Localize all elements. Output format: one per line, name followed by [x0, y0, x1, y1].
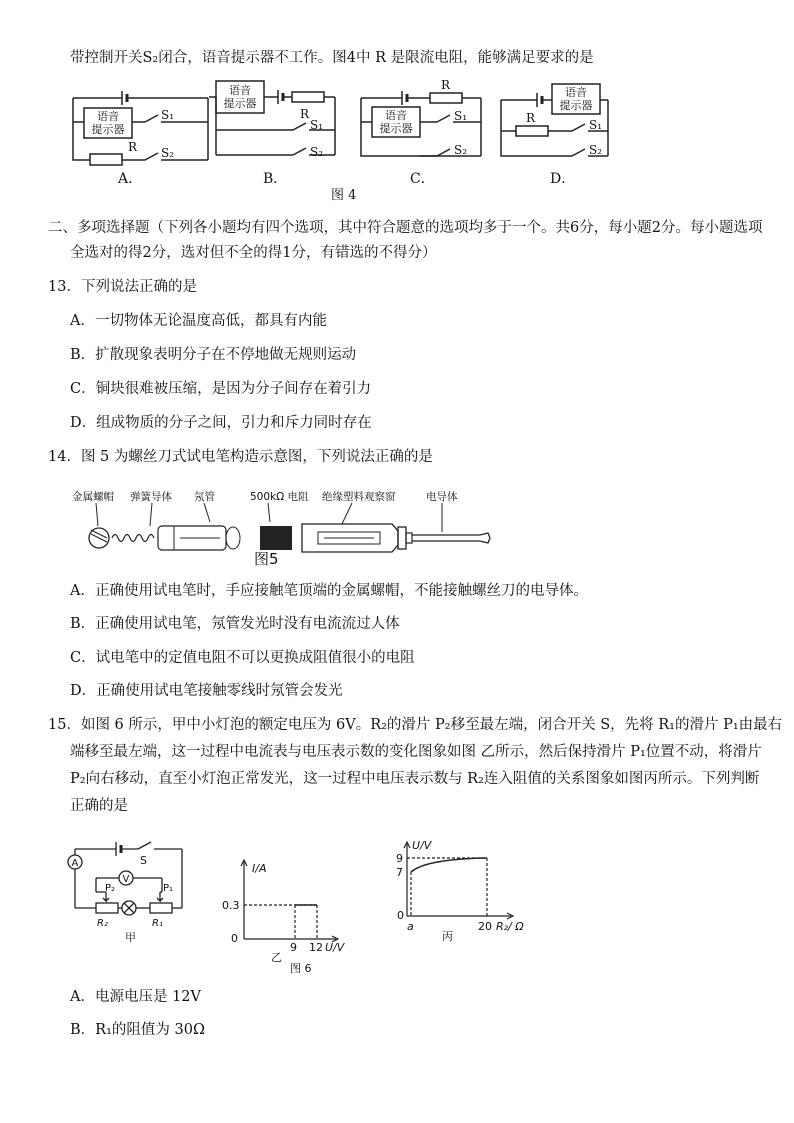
resistor-label-d: R	[526, 111, 536, 125]
fig5-label-metal-cap: 金属螺帽	[72, 491, 114, 503]
question-14-option-b: B．正确使用试电笔，氖管发光时没有电流流过人体	[70, 616, 400, 632]
yi-origin: 0	[231, 932, 238, 945]
s1-label-a: S₁	[161, 108, 175, 122]
yi-xlabel: U/V	[325, 941, 345, 954]
option-label-a: A．	[118, 171, 143, 187]
r1-label: R₁	[152, 918, 163, 929]
fig5-label-window: 绝缘塑料观察窗	[322, 491, 396, 503]
s1-label-b: S₁	[310, 118, 324, 132]
device-label-a-2: 提示器	[91, 123, 125, 136]
question-13-stem: 13．下列说法正确的是	[48, 279, 197, 295]
fig6-bing-label: 丙	[442, 930, 453, 943]
bing-ytick-7: 7	[396, 866, 403, 879]
p2-label: P₂	[105, 883, 116, 894]
figure-5-caption: 图5	[254, 550, 279, 568]
fig6-yi-label: 乙	[271, 951, 282, 964]
device-label-d-1: 语音	[565, 86, 587, 99]
yi-ytick: 0.3	[222, 899, 240, 912]
yi-ylabel: I/A	[252, 862, 267, 875]
resistor-label-c: R	[441, 78, 451, 92]
question-13-option-c: C．铜块很难被压缩，是因为分子间存在着引力	[70, 381, 372, 397]
ammeter-label: A	[71, 858, 79, 869]
bing-ylabel: U/V	[412, 839, 432, 852]
device-label-b-2: 提示器	[223, 97, 257, 110]
question-15-stem-2: 端移至最左端，这一过程中电流表与电压表示数的变化图象如图 乙所示，然后保持滑片 P₁位置不动，将滑片	[70, 744, 762, 760]
question-15-option-a: A．电源电压是 12V	[70, 989, 202, 1005]
question-15-stem-4: 正确的是	[70, 798, 128, 814]
s1-label-d: S₁	[589, 118, 603, 132]
fig6-jia-label: 甲	[125, 931, 136, 944]
figure-6	[66, 832, 546, 980]
figure-4-circuits	[60, 76, 620, 206]
fig5-label-spring: 弹簧导体	[130, 491, 172, 503]
section-2-heading-cont: 全选对的得2分，选对但不全的得1分，有错选的不得分）	[70, 245, 437, 261]
figure-6-caption: 图 6	[290, 962, 312, 975]
bing-ytick-9: 9	[396, 852, 403, 865]
device-label-a-1: 语音	[97, 110, 119, 123]
question-14-stem: 14．图 5 为螺丝刀式试电笔构造示意图，下列说法正确的是	[48, 449, 433, 465]
fig5-label-neon: 氖管	[194, 491, 215, 503]
s2-label-b: S₂	[310, 145, 324, 159]
question-15-option-b: B．R₁的阻值为 30Ω	[70, 1022, 205, 1038]
question-13-option-b: B．扩散现象表明分子在不停地做无规则运动	[70, 347, 357, 363]
option-label-b: B．	[263, 171, 288, 187]
question-13-option-d: D．组成物质的分子之间，引力和斥力同时存在	[70, 415, 372, 431]
fig5-label-conductor: 电导体	[426, 491, 458, 503]
question-14-option-c: C．试电笔中的定值电阻不可以更换成阻值很小的电阻	[70, 650, 415, 666]
s2-label-d: S₂	[589, 143, 603, 157]
device-label-b-1: 语音	[229, 84, 251, 97]
resistor-label-b: R	[300, 107, 310, 121]
s2-label-a: S₂	[161, 146, 175, 160]
device-label-d-2: 提示器	[559, 99, 593, 112]
p1-label: P₁	[163, 883, 174, 894]
question-15-stem-3: P₂向右移动，直至小灯泡正常发光，这一过程中电压表示数与 R₂连入阻值的关系图象如图丙所示。下列判断	[70, 771, 760, 787]
figure-4-caption: 图 4	[331, 188, 357, 203]
r2-label: R₂	[97, 918, 108, 929]
device-label-c-2: 提示器	[379, 122, 413, 135]
bing-xtick-a: a	[407, 920, 414, 933]
fig5-label-resistor: 500kΩ 电阻	[250, 491, 309, 503]
figure-5-screwdriver-test-pen	[70, 486, 510, 568]
question-13-option-a: A．一切物体无论温度高低，都具有内能	[70, 313, 327, 329]
yi-xtick-9: 9	[290, 941, 297, 954]
switch-label: S	[140, 854, 147, 867]
question-14-option-a: A．正确使用试电笔时，手应接触笔顶端的金属螺帽，不能接触螺丝刀的电导体。	[70, 583, 588, 599]
question-12-continuation: 带控制开关S₂闭合，语音提示器不工作。图4中 R 是限流电阻，能够满足要求的是	[70, 50, 594, 66]
s2-label-c: S₂	[454, 143, 468, 157]
yi-xtick-12: 12	[309, 941, 323, 954]
voltmeter-label: V	[122, 874, 130, 885]
option-label-c: C．	[410, 171, 435, 187]
option-label-d: D．	[550, 171, 576, 187]
question-15-stem-1: 15．如图 6 所示，甲中小灯泡的额定电压为 6V。R₂的滑片 P₂移至最左端，闭合开关 S，先将 R₁的滑片 P₁由最右	[48, 717, 783, 733]
section-2-heading: 二、多项选择题（下列各小题均有四个选项，其中符合题意的选项均多于一个。共6分，每小题2分。每小题选项	[48, 220, 763, 236]
s1-label-c: S₁	[454, 109, 468, 123]
resistor-label-a: R	[128, 140, 138, 154]
bing-origin: 0	[397, 909, 404, 922]
bing-xlabel: R₂/ Ω	[496, 920, 524, 933]
device-label-c-1: 语音	[385, 109, 407, 122]
question-14-option-d: D．正确使用试电笔接触零线时氖管会发光	[70, 683, 343, 699]
bing-xtick-20: 20	[478, 920, 492, 933]
